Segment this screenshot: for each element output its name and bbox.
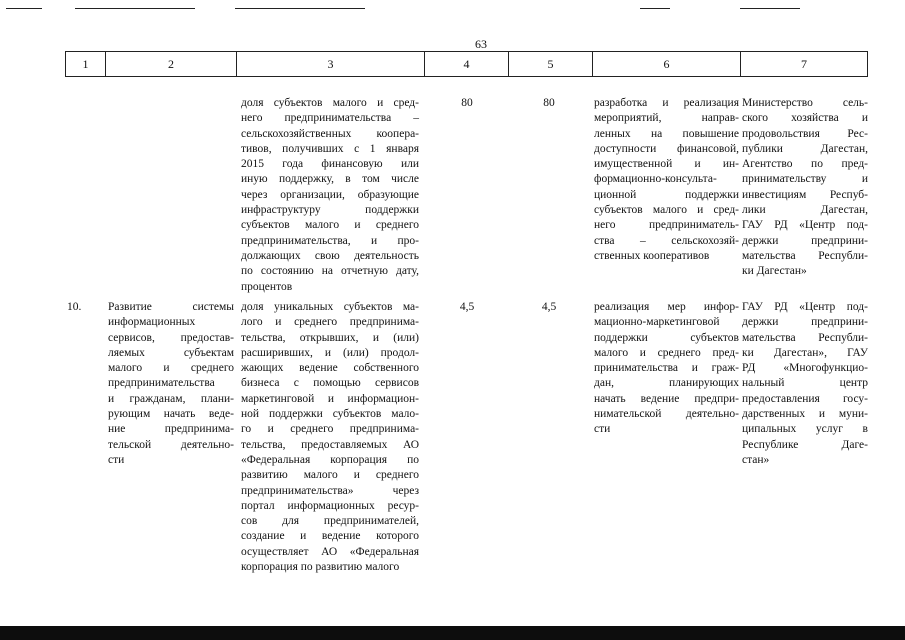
responsible-line: предоставления госу-: [742, 392, 868, 405]
measure-line: малого и среднего пред-: [594, 346, 739, 359]
measure-line: формационно-консульта-: [594, 173, 717, 186]
indicator-line: корпорация по развитию малого: [241, 561, 400, 574]
indicator-line: ной поддержки субъектов мало-: [241, 408, 419, 421]
responsible-line: лики Дагестан,: [742, 204, 868, 217]
scan-edge-dash: [235, 8, 365, 9]
indicator-line: доля уникальных субъектов ма-: [241, 301, 419, 313]
indicator-line: тивов, получивших с 1 января: [241, 142, 419, 155]
indicator-line: сов для предпринимателей,: [241, 515, 419, 528]
row2-indicator-text: [241, 300, 419, 575]
row2-value-col4: 4,5: [459, 301, 475, 313]
column-header: 2: [105, 52, 236, 76]
column-header: 7: [740, 52, 868, 76]
indicator-line: лого и среднего предпринима-: [241, 316, 419, 329]
column-header: 1: [65, 52, 105, 76]
measure-line: ства – сельскохозяй-: [594, 234, 739, 247]
measure-line: субъектов малого и сред-: [594, 204, 739, 217]
responsible-line: дарственных и муни-: [742, 408, 868, 421]
table-header-row: [65, 51, 868, 77]
task-line: тельской деятельно-: [108, 438, 234, 451]
scan-edge-dash: [75, 8, 195, 9]
measure-line: принимательства и граж-: [594, 362, 739, 375]
responsible-line: РД «Многофункцио-: [742, 362, 868, 375]
responsible-line: мательства Республи-: [742, 331, 868, 344]
indicator-line: него предпринимательства –: [241, 112, 419, 125]
indicator-line: иную поддержку, в том числе: [241, 173, 419, 186]
responsible-line: продовольствия Рес-: [742, 127, 868, 140]
measure-line: доступности финансовой,: [594, 142, 739, 155]
row2-number: 10.: [67, 301, 82, 313]
measure-line: начать ведение предпри-: [594, 392, 739, 405]
column-header: 4: [424, 52, 508, 76]
measure-line: него предприниматель-: [594, 219, 739, 232]
measure-line: мероприятий, направ-: [594, 112, 739, 125]
task-line: и гражданам, плани-: [108, 392, 234, 405]
responsible-line: ского хозяйства и: [742, 112, 868, 125]
responsible-line: Республике Даге-: [742, 438, 868, 451]
indicator-line: сельскохозяйственных коопера-: [241, 127, 419, 140]
indicator-line: осуществляет АО «Федеральная: [241, 545, 419, 558]
row1-value-col4: 80: [461, 97, 473, 109]
measure-line: разработка и реализация: [594, 97, 739, 109]
row1-value-col5: 80: [543, 97, 555, 109]
responsible-line: нальный центр: [742, 377, 868, 390]
responsible-line: Министерство сель-: [742, 97, 868, 109]
row2-task-text: [108, 300, 234, 468]
indicator-line: развитию малого и среднего: [241, 469, 419, 482]
indicator-line: «Федеральная корпорация по: [241, 453, 419, 466]
column-header: 5: [508, 52, 592, 76]
responsible-line: ки Дагестан»: [742, 265, 807, 278]
task-line: рующим начать веде-: [108, 408, 234, 421]
measure-line: мационно-маркетинговой: [594, 316, 720, 329]
responsible-line: ГАУ РД «Центр под-: [742, 219, 868, 232]
responsible-line: держки предприни-: [742, 234, 868, 247]
indicator-line: расширивших, и (или) продол-: [241, 346, 419, 359]
responsible-line: инвестициям Респуб-: [742, 188, 868, 201]
measure-line: реализация мер инфор-: [594, 301, 739, 313]
indicator-line: должающих свою деятельность: [241, 249, 419, 262]
measure-line: дан, планирующих: [594, 377, 739, 390]
indicator-line: го и среднего предпринима-: [241, 423, 419, 436]
task-line: ние предпринима-: [108, 423, 234, 436]
indicator-line: тельства, предоставляемых АО: [241, 438, 419, 451]
row1-indicator-text: [241, 96, 419, 295]
indicator-line: через организации, образующие: [241, 188, 419, 201]
measure-line: ционной поддержки: [594, 188, 739, 201]
measure-line: поддержки субъектов: [594, 331, 739, 344]
column-header: 3: [236, 52, 424, 76]
task-line: сервисов, предостав-: [108, 331, 234, 344]
indicator-line: доля субъектов малого и сред-: [241, 97, 419, 109]
indicator-line: инфраструктуру поддержки: [241, 204, 419, 217]
indicator-line: бизнеса с помощью сервисов: [241, 377, 419, 390]
indicator-line: портал информационных ресур-: [241, 499, 419, 512]
task-line: информационных: [108, 316, 196, 329]
scan-edge-dash: [740, 8, 800, 9]
column-header: 6: [592, 52, 740, 76]
row2-value-col5: 4,5: [541, 301, 557, 313]
responsible-line: Агентство по пред-: [742, 158, 868, 171]
measure-line: имущественной и ин-: [594, 158, 739, 171]
responsible-line: стан»: [742, 453, 770, 466]
indicator-line: создание и ведение которого: [241, 530, 419, 543]
indicator-line: предпринимательства» через: [241, 484, 419, 497]
measure-line: ственных кооперативов: [594, 249, 710, 262]
indicator-line: предпринимательства, и про-: [241, 234, 419, 247]
responsible-line: ГАУ РД «Центр под-: [742, 301, 868, 313]
indicator-line: по состоянию на отчетную дату,: [241, 265, 419, 278]
scan-bottom-border: [0, 626, 905, 640]
responsible-line: ки Дагестан», ГАУ: [742, 346, 868, 359]
task-line: малого и среднего: [108, 362, 234, 375]
row1-responsible-text: [742, 96, 868, 280]
task-line: Развитие системы: [108, 301, 234, 313]
indicator-line: субъектов малого и среднего: [241, 219, 419, 232]
row1-measures-text: [594, 96, 739, 264]
task-line: сти: [108, 453, 125, 466]
responsible-line: ципальных услуг в: [742, 423, 868, 436]
measure-line: ленных на повышение: [594, 127, 739, 140]
measure-line: нимательской деятельно-: [594, 408, 739, 421]
indicator-line: жающих ведение собственного: [241, 362, 419, 375]
indicator-line: маркетинговой и информацион-: [241, 392, 419, 405]
task-line: предпринимательства: [108, 377, 215, 390]
row2-measures-text: [594, 300, 739, 438]
scan-edge-dash: [640, 8, 670, 9]
task-line: ляемых субъектам: [108, 346, 234, 359]
responsible-line: публики Дагестан,: [742, 142, 868, 155]
indicator-line: 2015 года финансовую или: [241, 158, 419, 171]
responsible-line: принимательству и: [742, 173, 868, 186]
indicator-line: процентов: [241, 280, 293, 293]
responsible-line: мательства Республи-: [742, 249, 868, 262]
measure-line: сти: [594, 423, 611, 436]
indicator-line: тельства, открывших, и (или): [241, 331, 419, 344]
page-number: 63: [475, 37, 487, 51]
scan-edge-dash: [6, 8, 42, 9]
responsible-line: держки предприни-: [742, 316, 868, 329]
row2-responsible-text: [742, 300, 868, 468]
